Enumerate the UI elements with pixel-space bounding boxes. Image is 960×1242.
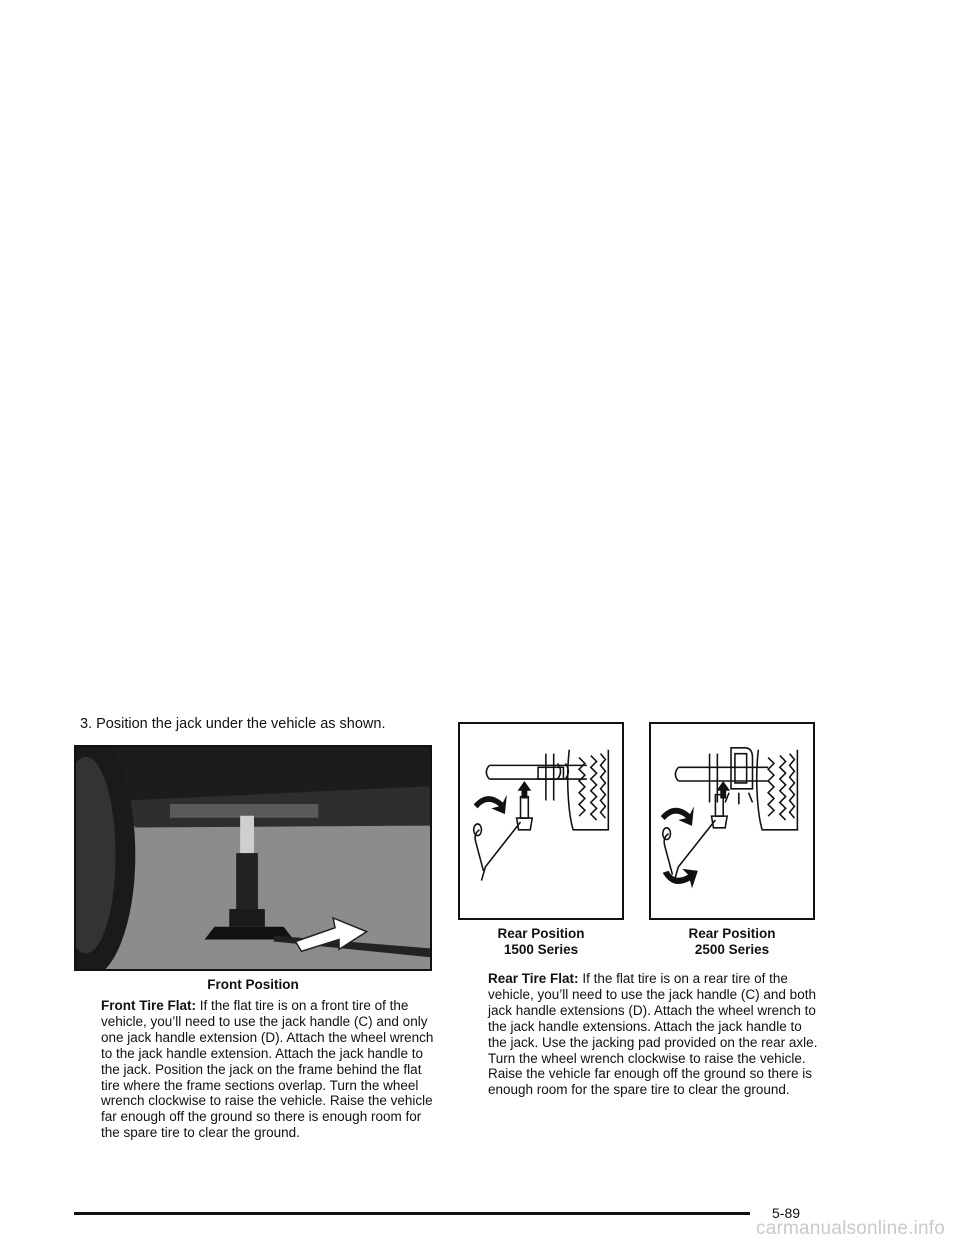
front-tire-flat-heading: Front Tire Flat: xyxy=(101,998,197,1013)
front-tire-flat-paragraph xyxy=(101,998,436,1141)
rear-tire-flat-paragraph xyxy=(488,971,818,1098)
rear-tire-flat-heading: Rear Tire Flat: xyxy=(488,971,579,986)
rear-1500-jack-illustration xyxy=(460,724,622,918)
rear-2500-jack-illustration xyxy=(651,724,813,918)
page-number: 5-89 xyxy=(772,1205,801,1221)
rear-tire-flat-body: If the flat tire is on a rear tire of the vehicle, you’ll need to use the jack handle (C) and both jack handle extensions (D). Attach the wheel wrench to the jack handle extensions. Attach the jack handle to the jack. Use the jacking pad provided on the rear axle. Turn the wheel wrench clockwise to raise the vehicle. Raise the vehicle far enough off the ground so there is enough room for the spare tire to clear the ground. xyxy=(488,971,818,1098)
front-jack-illustration xyxy=(76,747,430,969)
rear-position-1500-diagram xyxy=(458,722,624,920)
step-3-instruction: 3. Position the jack under the vehicle as shown. xyxy=(80,716,386,732)
rear-position-2500-caption xyxy=(649,926,815,958)
watermark: carmanualsonline.info xyxy=(756,1218,946,1239)
footer-rule xyxy=(74,1212,750,1215)
rear-2500-caption-line1: Rear Position xyxy=(688,926,776,941)
front-position-photo xyxy=(74,745,432,971)
front-tire-flat-body: If the flat tire is on a front tire of the vehicle, you’ll need to use the jack handle (C) and only one jack handle extension (D). Attach the wheel wrench to the jack handle extension. Attach the jack handle to the jack. Position the jack on the frame behind the flat tire where the frame sections overlap. Turn the wheel wrench clockwise to raise the vehicle. Raise the vehicle far enough off the ground so there is enough room for the spare tire to clear the ground. xyxy=(101,998,434,1141)
rear-position-1500-caption xyxy=(458,926,624,958)
rear-1500-caption-line1: Rear Position xyxy=(497,926,585,941)
front-position-caption: Front Position xyxy=(207,977,299,992)
rear-2500-caption-line2: 2500 Series xyxy=(694,942,770,957)
rear-1500-caption-line2: 1500 Series xyxy=(503,942,579,957)
rear-position-2500-diagram xyxy=(649,722,815,920)
